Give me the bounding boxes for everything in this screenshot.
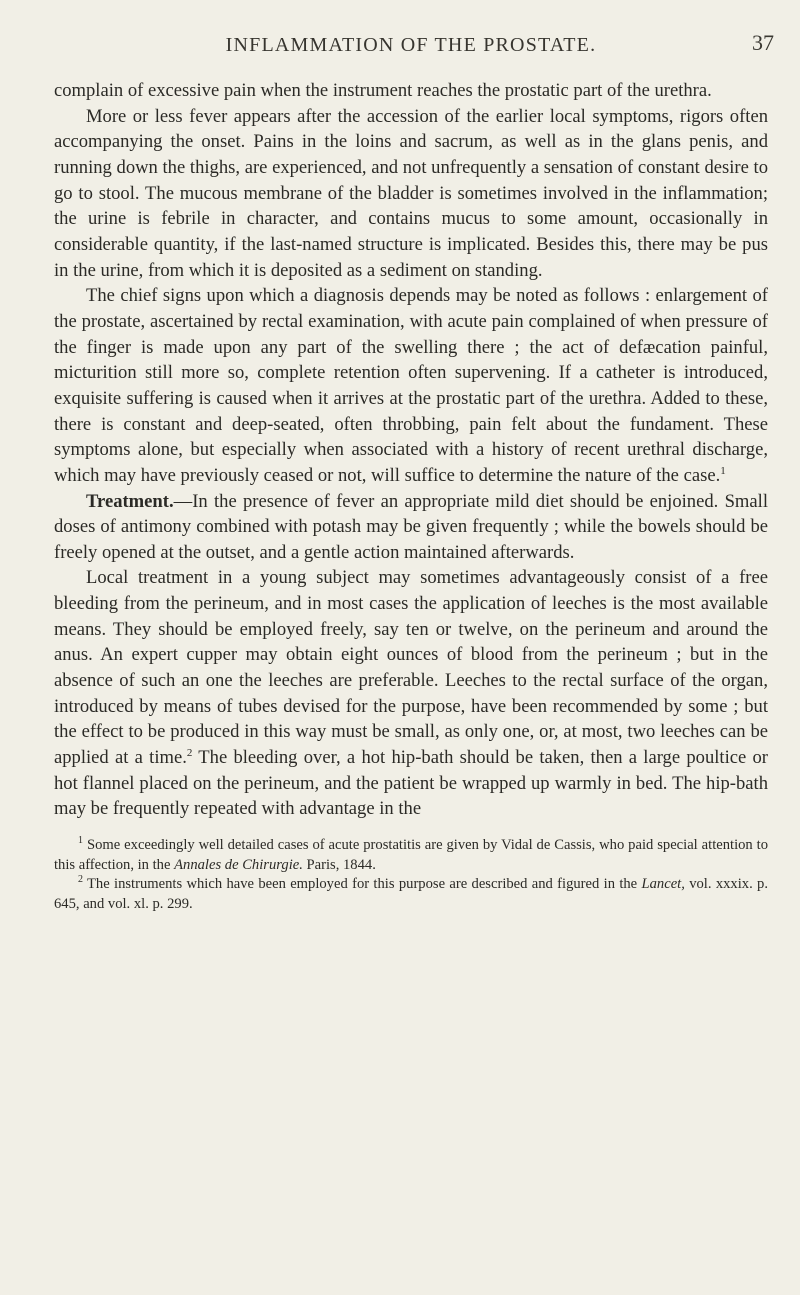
paragraph-treatment bbox=[54, 489, 768, 566]
footnote-ref-2: 2 bbox=[186, 746, 193, 759]
paragraph-text: The chief signs upon which a diagnosis depends may be noted as follows : enlargement of the prostate, ascertained by rectal examination, with acute pain complained of when pressure of the finger is made upon any part of the swelling there ; the act of defæcation painful, micturition still more so, complete retention often supervening. If a catheter is introduced, exquisite suffering is caused when it arrives at the prostatic part of the urethra. Added to these, there is constant and deep-seated, often throbbing, pain felt about the fundament. These symptoms alone, but especially when associated with a history of recent urethral discharge, which may have previously ceased or not, will suffice to determine the nature of the case. bbox=[54, 285, 768, 486]
page-number: 37 bbox=[752, 30, 774, 55]
footnote-journal: Lancet, bbox=[641, 876, 685, 893]
paragraph-text: More or less fever appears after the accession of the earlier local symptoms, rigors often accompanying the onset. Pains in the loins and sacrum, as well as in the glans penis, and running down the thighs, are experienced, and not unfrequently a sensation of constant desire to go to stool. The mucous membrane of the bladder is sometimes involved in the inflammation; the urine is febrile in character, and contains mucus to some amount, occasionally in considerable quantity, if the last-named structure is implicated. Besides this, there may be pus in the urine, from which it is deposited as a sediment on standing. bbox=[54, 105, 768, 281]
paragraph-text-tail: The bleeding over, a hot hip-bath should be taken, then a large poultice or hot flannel placed on the perineum, and the patient be wrapped up warmly in bed. The hip-bath may be frequently repeated with advantage in the bbox=[54, 747, 768, 820]
running-head bbox=[54, 30, 774, 66]
footnote-2 bbox=[54, 875, 768, 914]
book-page bbox=[54, 30, 774, 914]
footnote-mark: 2 bbox=[78, 874, 83, 886]
paragraph-text: Local treatment in a young subject may sometimes advantageously consist of a free bleeding from the perineum, and in most cases the application of leeches is the most available means. They should be employed freely, say ten or twelve, on the perineum and around the anus. An expert cupper may obtain eight ounces of blood from the perineum ; but in the absence of such an one the leeches are preferable. Leeches to the rectal surface of the organ, introduced by means of tubes devised for the purpose, have been recommended by some ; but the effect to be produced in this way must be small, as only one, or, at most, two leeches can be applied at a time. bbox=[54, 567, 768, 769]
footnote-tail: vol. xxxix. p. 645, and vol. xl. p. 299. bbox=[54, 876, 768, 912]
footnote-mark: 1 bbox=[78, 835, 83, 847]
paragraph-continuation bbox=[54, 78, 768, 104]
footnotes bbox=[54, 836, 768, 914]
paragraph-diagnosis bbox=[54, 283, 768, 488]
paragraph-fever bbox=[54, 104, 768, 284]
footnote-1 bbox=[54, 836, 768, 875]
footnote-tail: Paris, 1844. bbox=[302, 856, 376, 873]
treatment-heading: Treatment. bbox=[86, 490, 174, 512]
footnote-text: Some exceedingly well detailed cases of acute prostatitis are given by Vidal de Cassis, who paid special attention to this affection, in the bbox=[54, 837, 768, 873]
footnote-ref-1: 1 bbox=[720, 464, 726, 477]
paragraph-local-treatment bbox=[54, 565, 768, 822]
body-text bbox=[54, 78, 768, 822]
paragraph-text: complain of excessive pain when the instrument reaches the prostatic part of the urethra. bbox=[54, 80, 712, 101]
footnote-journal: Annales de Chirurgie. bbox=[174, 856, 303, 873]
running-title: INFLAMMATION OF THE PROSTATE. bbox=[225, 34, 597, 56]
footnote-text: The instruments which have been employed for this purpose are described and figured in the bbox=[87, 876, 642, 893]
paragraph-text: —In the presence of fever an appropriate mild diet should be enjoined. Small doses of antimony combined with potash may be given frequently ; while the bowels should be freely opened at the outset, and a gentle action maintained afterwards. bbox=[54, 490, 768, 563]
